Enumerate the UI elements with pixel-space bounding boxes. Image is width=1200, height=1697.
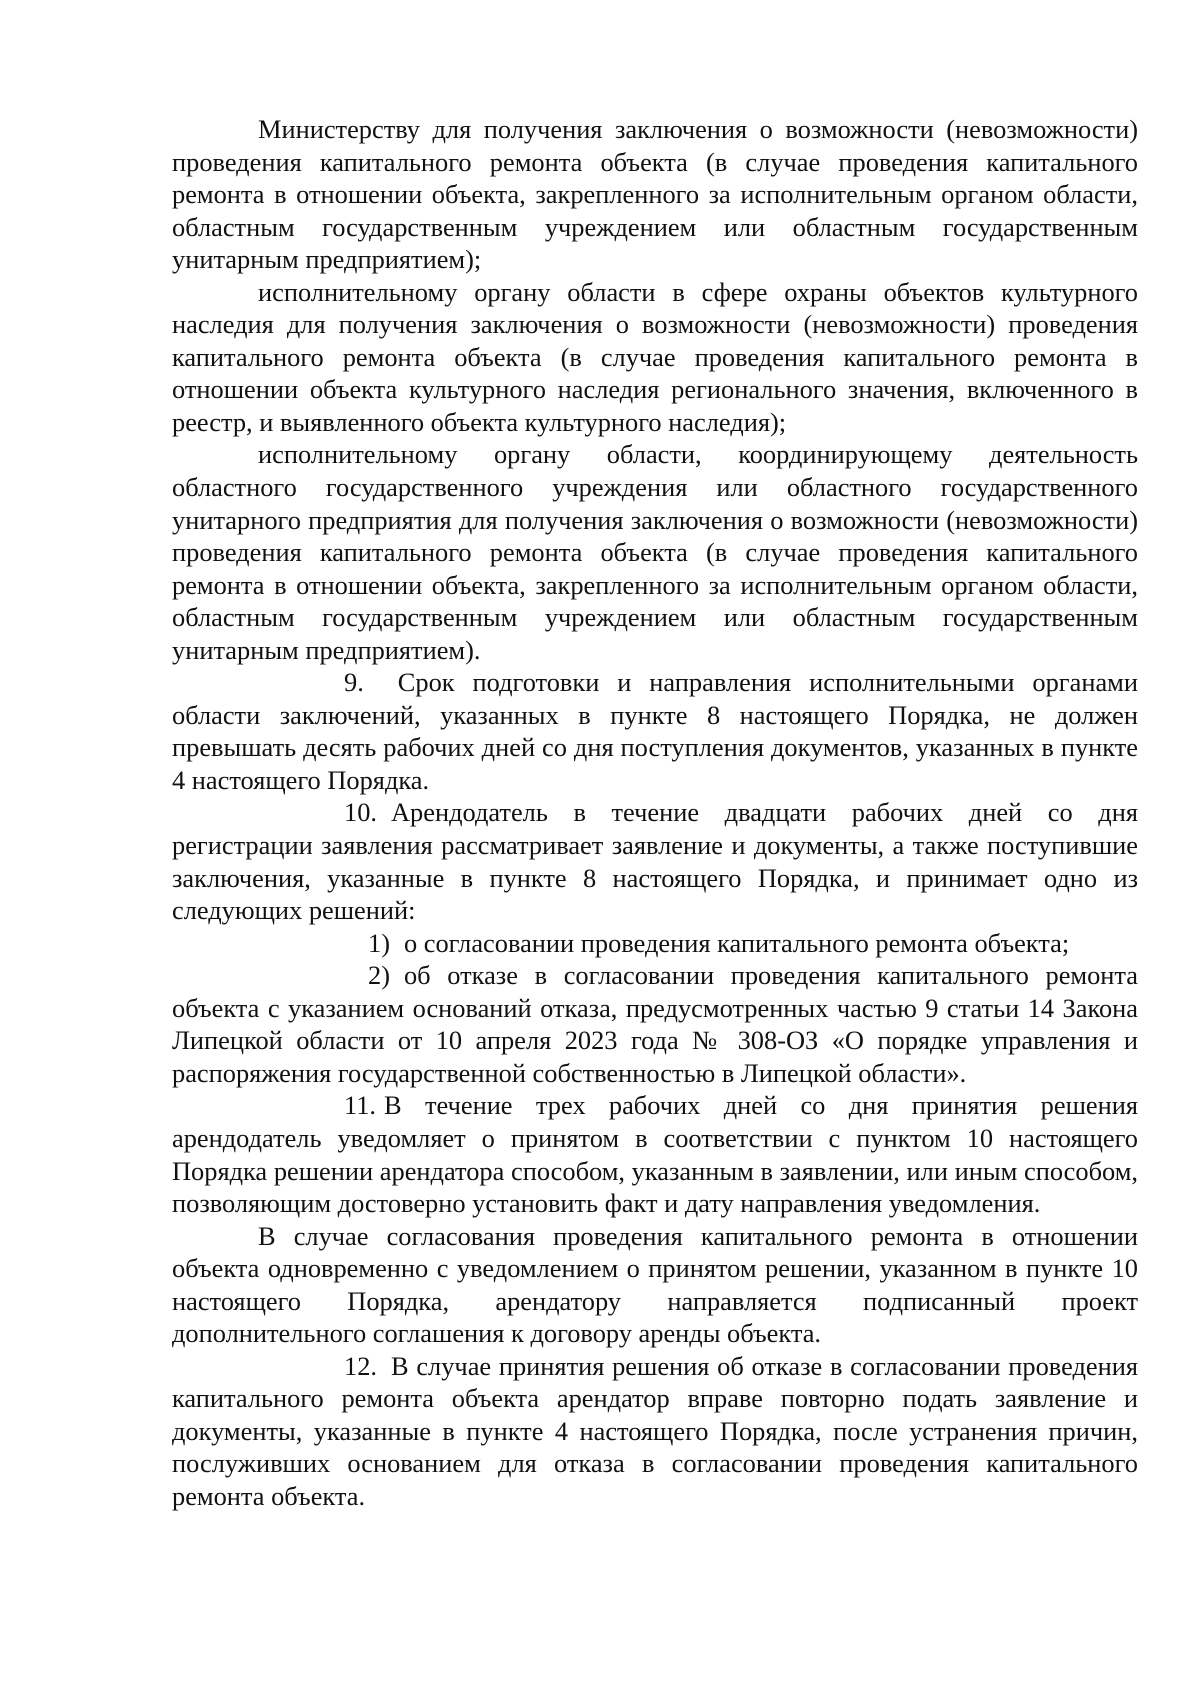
list-item-2 — [172, 959, 1138, 1089]
clause-9-text: Срок подготовки и направления исполнительными органами области заключений, указанных в пункте 8 настоящего Порядка, не должен превышать десять рабочих дней со дня поступления документов, указанных в пункте 4 настоящего Порядка. — [172, 667, 1138, 795]
clause-12-text: В случае принятия решения об отказе в согласовании проведения капитального ремонта объекта арендатор вправе повторно подать заявление и документы, указанные в пункте 4 настоящего Порядка, после устранения причин, послуживших основанием для отказа в согласовании проведения капитального ремонта объекта. — [172, 1350, 1138, 1511]
clause-10-text: Арендодатель в течение двадцати рабочих дней со дня регистрации заявления рассматривает заявление и документы, а также поступившие заключения, указанные в пункте 8 настоящего Порядка, и принимает одно из следующих решений: — [172, 797, 1138, 926]
clause-12-number: 12. — [344, 1350, 377, 1381]
clause-11-text: В течение трех рабочих дней со дня принятия решения арендодатель уведомляет о принятом в соответствии с пунктом 10 настоящего Порядка решении арендатора способом, указанным в заявлении, или иным способом, позволяющим достоверно установить факт и дату направления уведомления. — [172, 1090, 1138, 1219]
paragraph-cultural-heritage-body: исполнительному органу области в сфере охраны объектов культурного наследия для получения заключения о возможности (невозможности) проведения капитального ремонта объекта (в случае проведения капитального ремонта в отношении объекта культурного наследия регионального значения, включенного в реестр, и выявленного объекта культурного наследия); — [172, 276, 1138, 437]
clause-11 — [172, 1089, 1138, 1219]
clause-10 — [172, 796, 1138, 926]
list-item-2-text: об отказе в согласовании проведения капитального ремонта объекта с указанием оснований отказа, предусмотренных частью 9 статьи 14 Закона Липецкой области от 10 апреля 2023 года № 308-ОЗ «О порядке управления и распоряжения государственной собственностью в Липецкой области». — [172, 960, 1138, 1088]
paragraph-coordinating-body: исполнительному органу области, координирующему деятельность областного государственного учреждения или областного государственного унитарного предприятия для получения заключения о возможности (невозможности) проведения капитального ремонта объекта (в случае проведения капитального ремонта в отношении объекта, закрепленного за исполнительным органом области, областным государственным учреждением или областным государственным унитарным предприятием). — [172, 439, 1138, 665]
list-item-1 — [172, 927, 1138, 960]
list-item-1-text: о согласовании проведения капитального ремонта объекта; — [403, 927, 1070, 958]
clause-11-number: 11. — [344, 1090, 377, 1121]
paragraph-approval-case: В случае согласования проведения капитального ремонта в отношении объекта одновременно с уведомлением о принятом решении, указанном в пункте 10 настоящего Порядка, арендатору направляется подписанный проект дополнительного соглашения к договору аренды объекта. — [172, 1220, 1138, 1349]
clause-10-number: 10. — [344, 797, 377, 828]
list-item-2-number: 2) — [368, 960, 390, 991]
document-page — [172, 113, 1138, 1513]
list-item-1-number: 1) — [368, 927, 390, 958]
clause-9-number: 9. — [344, 667, 364, 698]
paragraph-ministry: Министерству для получения заключения о возможности (невозможности) проведения капитального ремонта объекта (в случае проведения капитального ремонта в отношении объекта, закрепленного за исполнительным органом области, областным государственным учреждением или областным государственным унитарным предприятием); — [172, 114, 1138, 275]
clause-12 — [172, 1350, 1138, 1513]
clause-9 — [172, 666, 1138, 796]
